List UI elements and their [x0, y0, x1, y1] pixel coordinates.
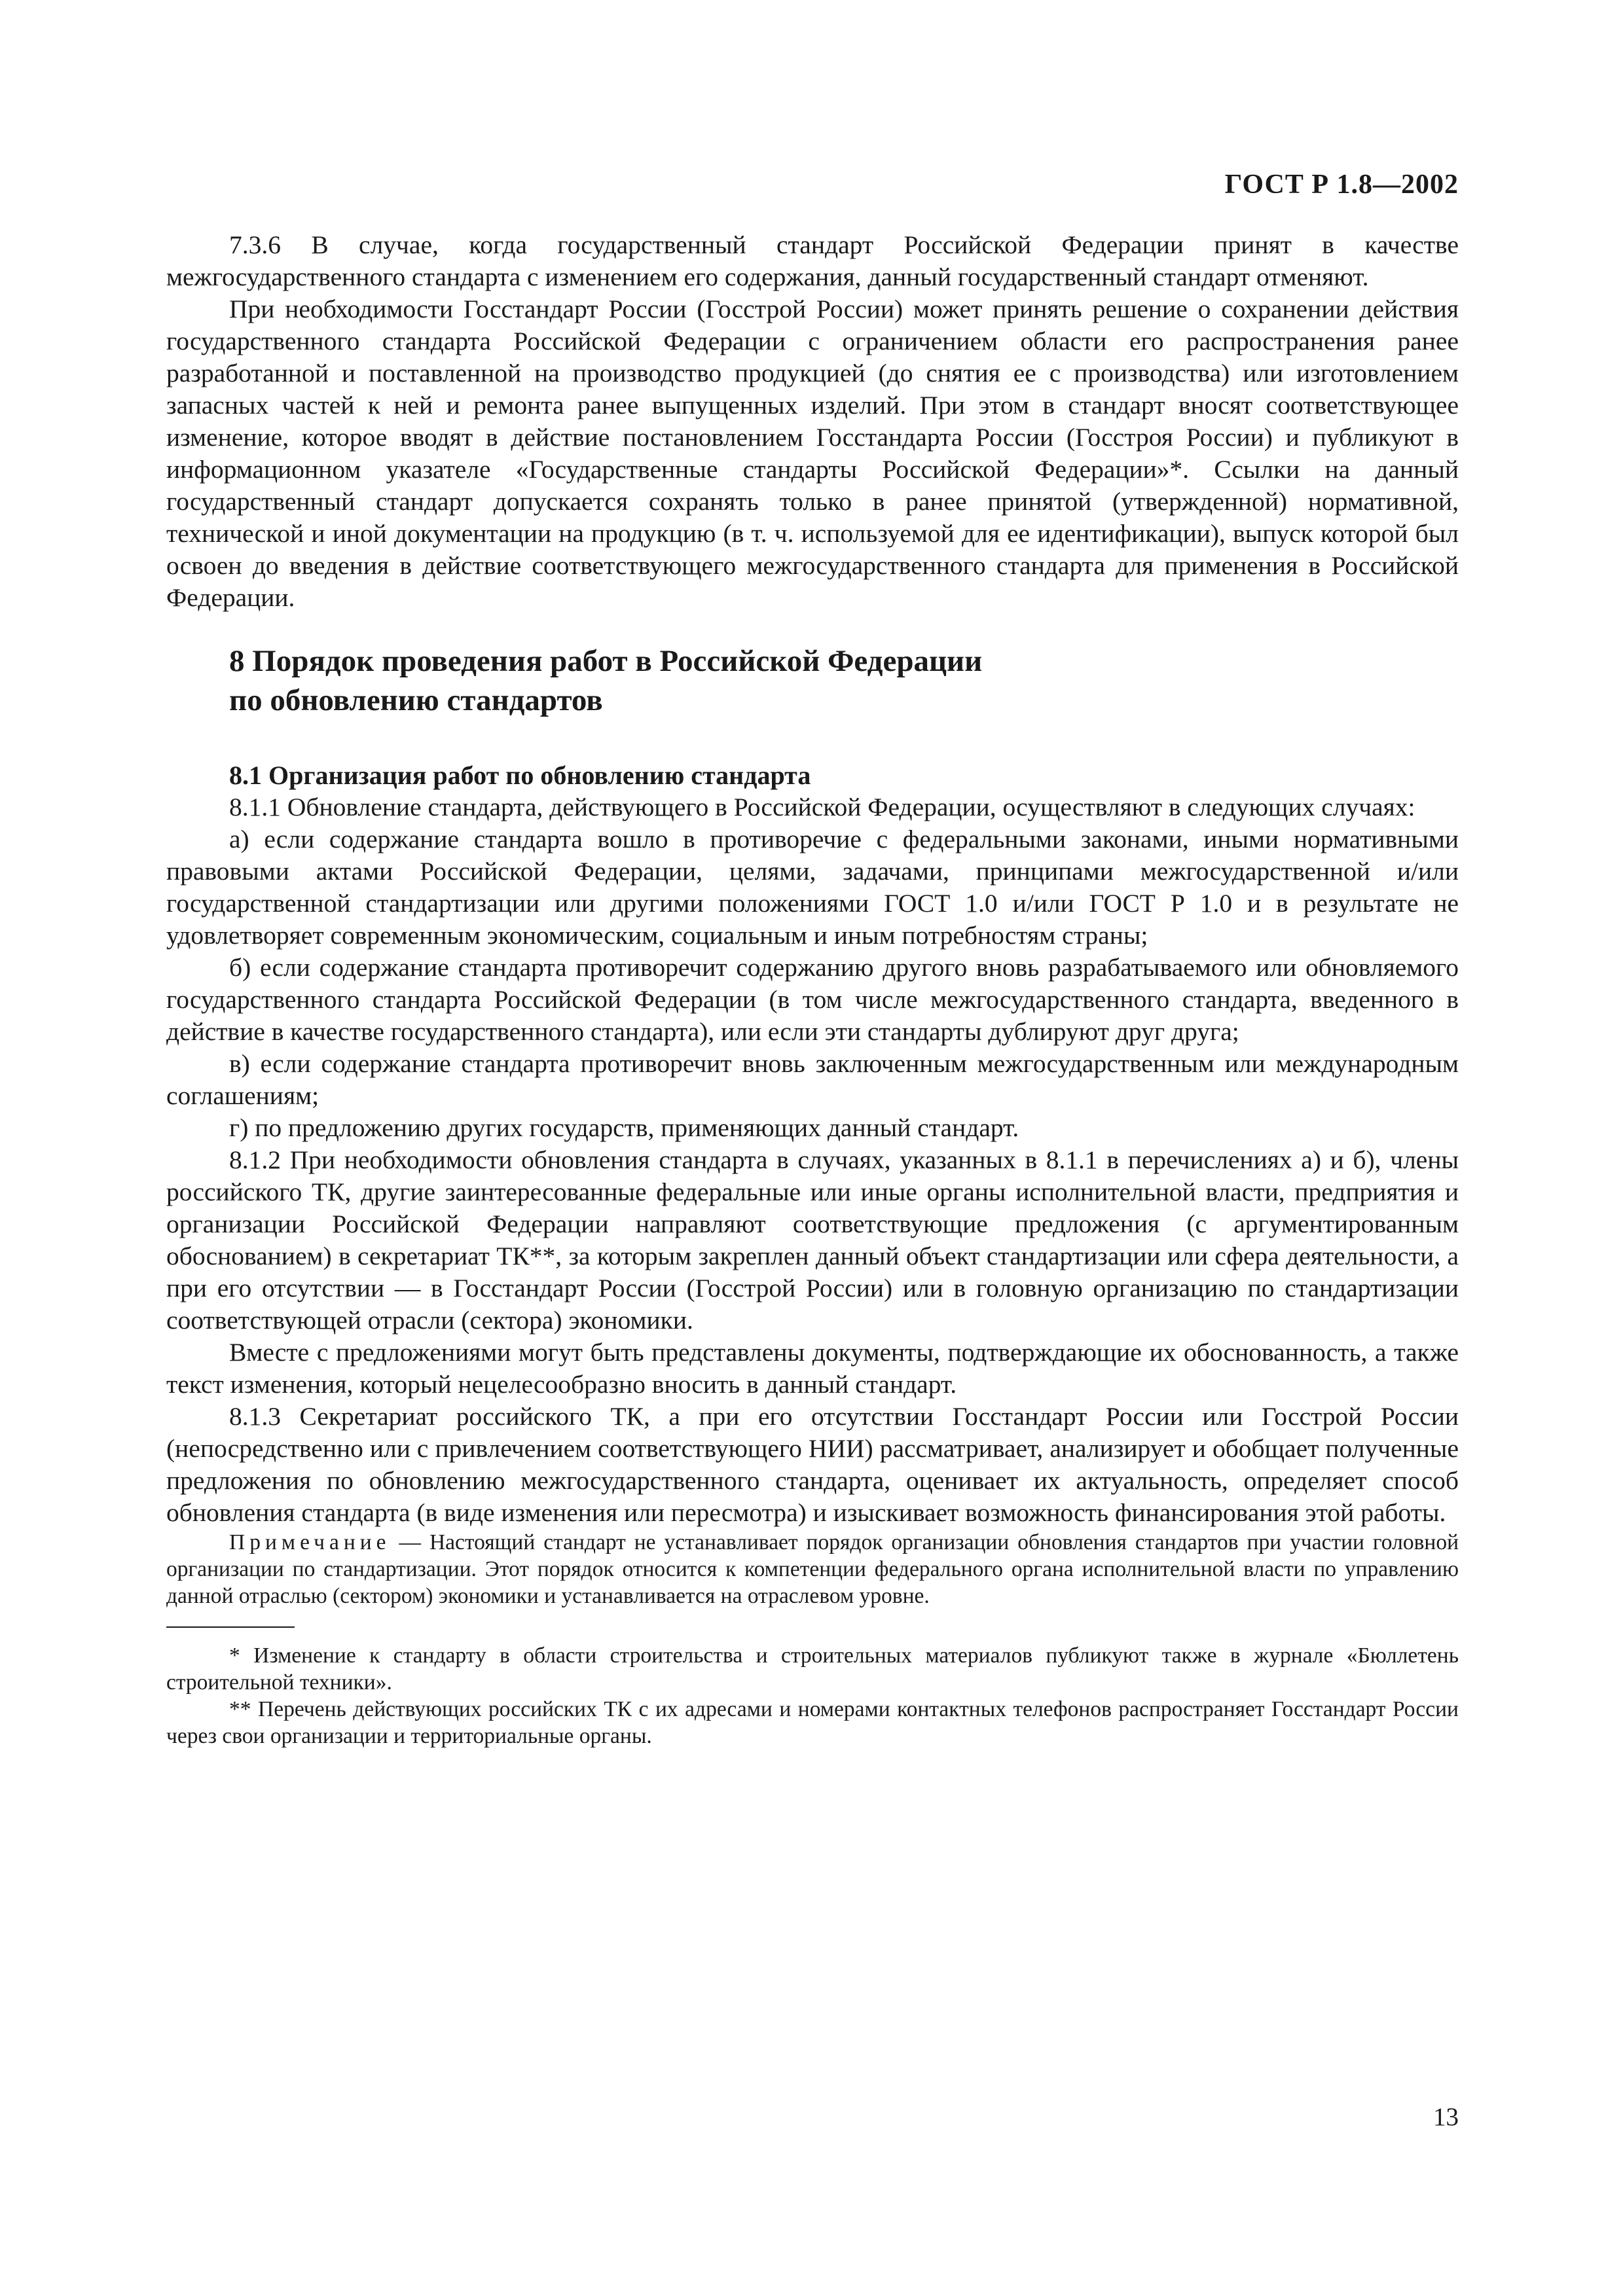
footnote-1: * Изменение к стандарту в области строительства и строительных материалов публикуют также в журнале «Бюллетень строительной техники».: [166, 1643, 1459, 1695]
footnote-2: ** Перечень действующих российских ТК с их адресами и номерами контактных телефонов распространяет Госстандарт России через свои организации и территориальные органы.: [166, 1697, 1459, 1748]
paragraph-7-3-6: 7.3.6 В случае, когда государственный стандарт Российской Федерации принят в качестве межгосударственного стандарта с изменением его содержания, данный государственный стандарт отменяют.: [166, 230, 1459, 291]
paragraph-8-1-3: 8.1.3 Секретариат российского ТК, а при его отсутствии Госстандарт России или Госстрой России (непосредственно или с привлечением соответствующего НИИ) рассматривает, анализирует и обобщает полученные предложения по обновлению межгосударственного стандарта, оценивает их актуальность, определяет способ обновления стандарта (в виде изменения или пересмотра) и изыскивает возможность финансирования этой работы.: [166, 1402, 1459, 1527]
list-item-b: б) если содержание стандарта противоречит содержанию другого вновь разрабатываемого или обновляемого государственного стандарта Российской Федерации (в том числе межгосударственного стандарта, введенного в действие в качестве государственного стандарта), или если эти стандарты дублируют друг друга;: [166, 953, 1459, 1046]
list-item-a: а) если содержание стандарта вошло в противоречие с федеральными законами, иными нормативными правовыми актами Российской Федерации, целями, задачами, принципами межгосударственной и/или государственной стандартизации или другими положениями ГОСТ 1.0 и/или ГОСТ Р 1.0 и в результате не удовлетворяет современным экономическим, социальным и иным потребностям страны;: [166, 825, 1459, 950]
subsection-8-1-title: 8.1 Организация работ по обновлению стандарта: [229, 761, 811, 790]
paragraph-8-1-1: 8.1.1 Обновление стандарта, действующего в Российской Федерации, осуществляют в следующих случаях:: [229, 793, 1415, 821]
section-8-title: [229, 641, 1459, 720]
list-item-g: г) по предложению других государств, применяющих данный стандарт.: [229, 1113, 1019, 1142]
section-8-title-line1: 8 Порядок проведения работ в Российской Федерации: [229, 644, 983, 678]
note-label: Примечание: [229, 1530, 391, 1554]
paragraph-8-1-2: 8.1.2 При необходимости обновления стандарта в случаях, указанных в 8.1.1 в перечислениях а) и б), члены российского ТК, другие заинтересованные федеральные или иные органы исполнительной власти, предприятия и организации Российской Федерации направляют соответствующие предложения (с аргументированным обоснованием) в секретариат ТК**, за которым закреплен данный объект стандартизации или сфера деятельности, а при его отсутствии — в Госстандарт России (Госстрой России) или в головную организацию по стандартизации соответствующей отрасли (сектора) экономики.: [166, 1145, 1459, 1335]
document-code: ГОСТ Р 1.8—2002: [1224, 170, 1459, 200]
paragraph-8-1-2-continued: Вместе с предложениями могут быть представлены документы, подтверждающие их обоснованность, а также текст изменения, который нецелесообразно вносить в данный стандарт.: [166, 1338, 1459, 1399]
list-item-v: в) если содержание стандарта противоречит вновь заключенным межгосударственным или международным соглашениям;: [166, 1049, 1459, 1110]
document-body: [166, 229, 1459, 1749]
page-number: 13: [1433, 2103, 1459, 2131]
note-text: — Настоящий стандарт не устанавливает порядок организации обновления стандартов при участии головной организации по стандартизации. Этот порядок относится к компетенции федерального органа исполнительной власти по управлению данной отраслью (сектором) экономики и устанавливается на отраслевом уровне.: [166, 1530, 1459, 1608]
footnote-divider: [166, 1626, 295, 1628]
section-8-title-line2: по обновлению стандартов: [229, 683, 603, 717]
paragraph-7-3-6-continued: При необходимости Госстандарт России (Госстрой России) может принять решение о сохранении действия государственного стандарта Российской Федерации с ограничением области его распространения ранее разработанной и поставленной на производство продукцией (до снятия ее с производства) или изготовлением запасных частей к ней и ремонта ранее выпущенных изделий. При этом в стандарт вносят соответствующее изменение, которое вводят в действие постановлением Госстандарта России (Госстроя России) и публикуют в информационном указателе «Государственные стандарты Российской Федерации»*. Ссылки на данный государственный стандарт допускается сохранять только в ранее принятой (утвержденной) нормативной, технической и иной документации на продукцию (в т. ч. используемой для ее идентификации), выпуск которой был освоен до введения в действие соответствующего межгосударственного стандарта для применения в Российской Федерации.: [166, 295, 1459, 612]
note: [166, 1529, 1459, 1609]
